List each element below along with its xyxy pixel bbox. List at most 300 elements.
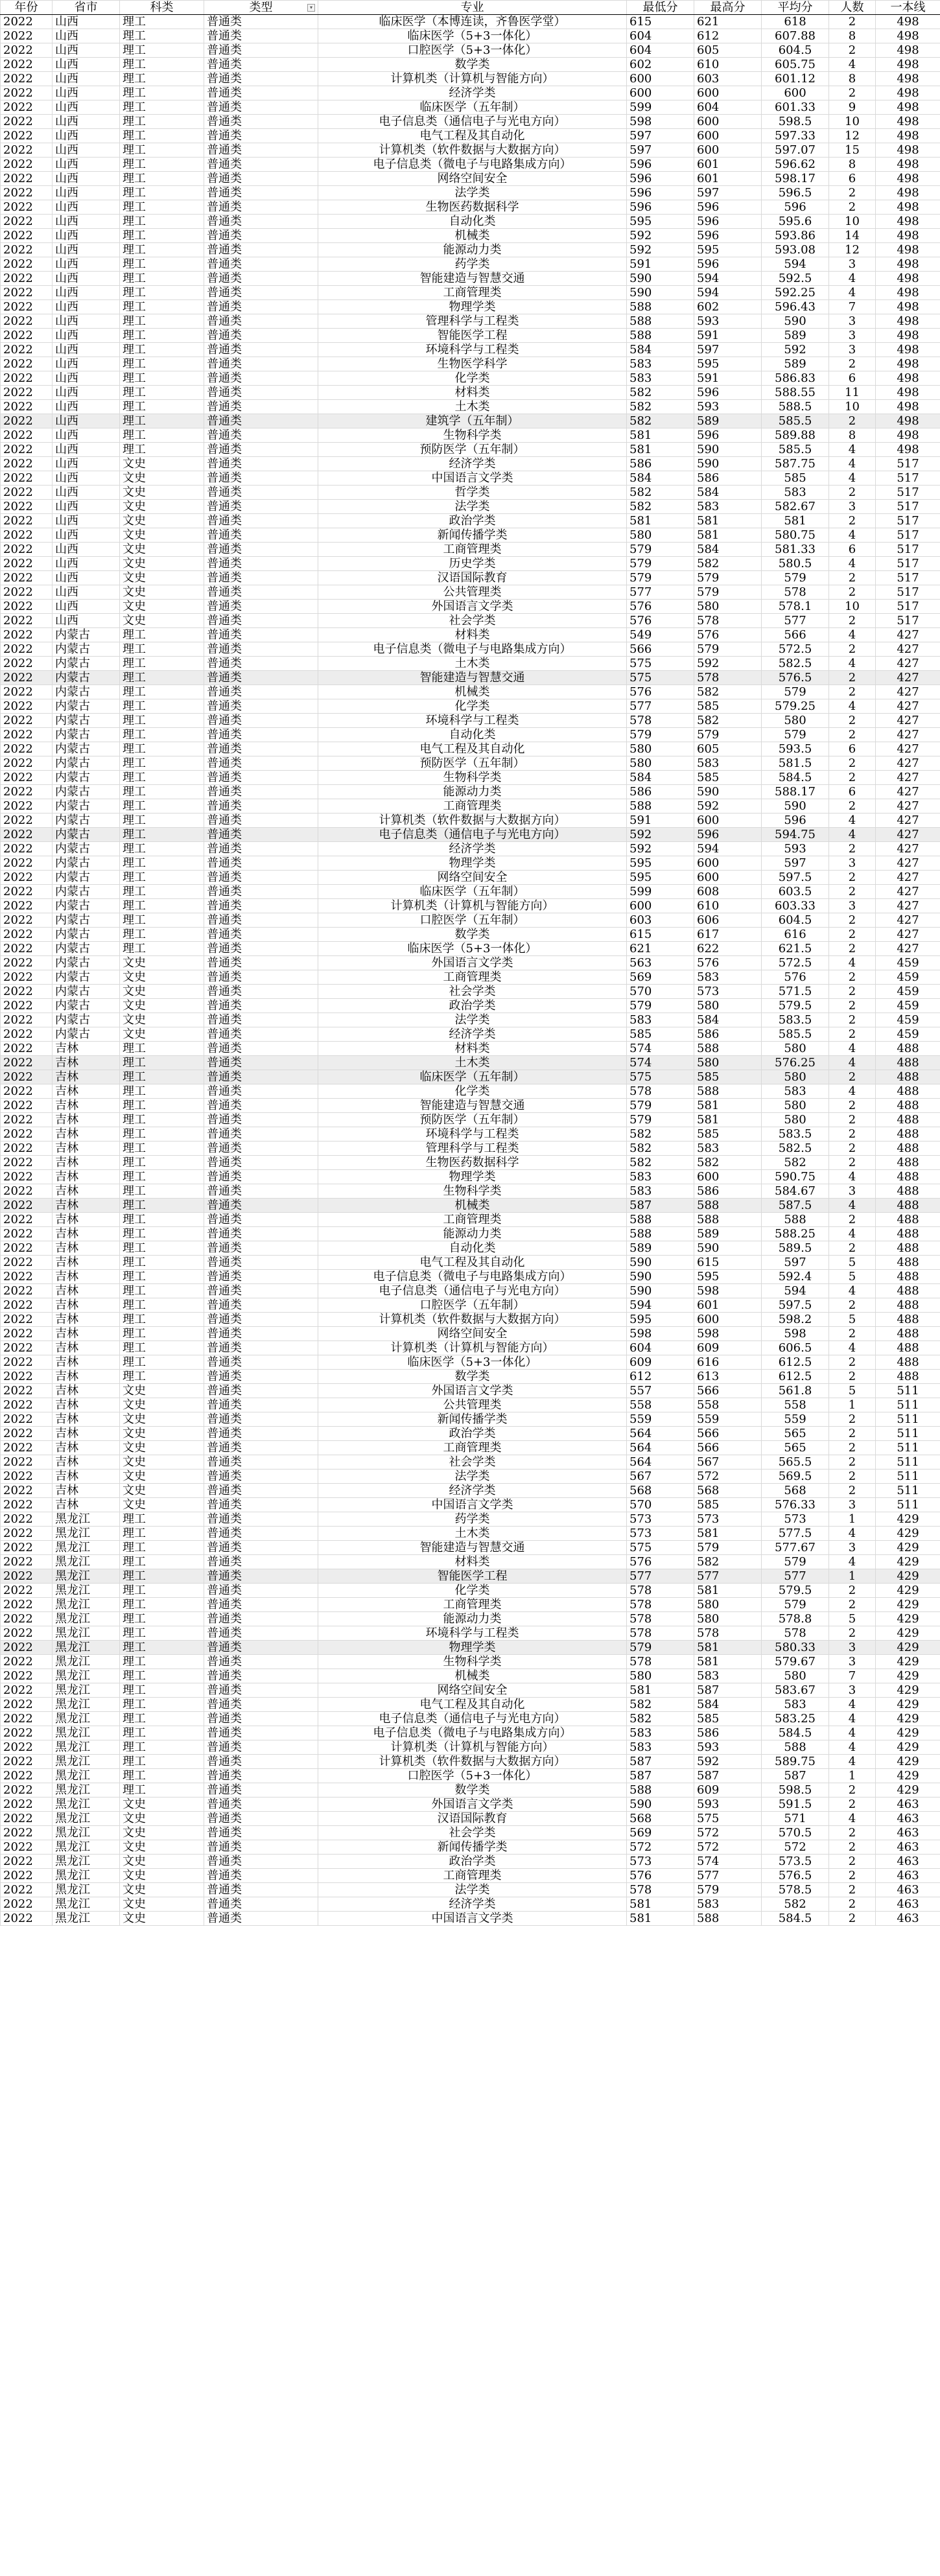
table-row <box>1 1170 940 1184</box>
cell-type: 普通类 <box>204 414 318 428</box>
cell-avg-score: 596.5 <box>762 186 829 200</box>
cell-year: 2022 <box>1 871 53 885</box>
cell-tier-line: 429 <box>876 1740 940 1755</box>
cell-year: 2022 <box>1 899 53 913</box>
cell-subject: 理工 <box>120 885 204 899</box>
filter-dropdown-icon[interactable]: ▾ <box>307 4 315 12</box>
cell-tier-line: 427 <box>876 771 940 785</box>
table-row <box>1 799 940 814</box>
cell-type: 普通类 <box>204 1812 318 1826</box>
cell-count: 4 <box>829 1555 876 1569</box>
cell-tier-line: 488 <box>876 1099 940 1113</box>
cell-major: 生物科学类 <box>318 428 627 443</box>
cell-avg-score: 578.1 <box>762 600 829 614</box>
header-subject: 科类 <box>120 1 204 15</box>
cell-major: 化学类 <box>318 1584 627 1598</box>
cell-avg-score: 579.25 <box>762 699 829 714</box>
table-row <box>1 143 940 158</box>
cell-tier-line: 498 <box>876 300 940 314</box>
cell-min-score: 590 <box>627 1256 694 1270</box>
cell-subject: 文史 <box>120 1412 204 1427</box>
cell-subject: 文史 <box>120 557 204 571</box>
cell-avg-score: 579.67 <box>762 1655 829 1669</box>
cell-min-score: 598 <box>627 115 694 129</box>
table-row <box>1 1070 940 1084</box>
cell-province: 黑龙江 <box>53 1812 120 1826</box>
cell-province: 内蒙古 <box>53 1013 120 1027</box>
table-row <box>1 1641 940 1655</box>
cell-major: 中国语言文学类 <box>318 1912 627 1926</box>
cell-major: 社会学类 <box>318 1455 627 1469</box>
cell-min-score: 579 <box>627 543 694 557</box>
header-type[interactable] <box>204 1 318 15</box>
cell-avg-score: 601.12 <box>762 72 829 86</box>
cell-tier-line: 511 <box>876 1412 940 1427</box>
cell-province: 黑龙江 <box>53 1740 120 1755</box>
cell-major: 电子信息类（通信电子与光电方向） <box>318 115 627 129</box>
table-row <box>1 585 940 600</box>
cell-major: 机械类 <box>318 1199 627 1213</box>
cell-tier-line: 429 <box>876 1555 940 1569</box>
cell-avg-score: 606.5 <box>762 1341 829 1355</box>
cell-max-score: 594 <box>694 842 762 856</box>
cell-major: 土木类 <box>318 400 627 414</box>
cell-major: 外国语言文学类 <box>318 600 627 614</box>
cell-year: 2022 <box>1 1042 53 1056</box>
cell-min-score: 615 <box>627 928 694 942</box>
cell-count: 4 <box>829 1199 876 1213</box>
cell-year: 2022 <box>1 1783 53 1797</box>
cell-major: 电子信息类（微电子与电路集成方向） <box>318 642 627 657</box>
cell-province: 吉林 <box>53 1170 120 1184</box>
cell-year: 2022 <box>1 985 53 999</box>
cell-type: 普通类 <box>204 899 318 913</box>
cell-year: 2022 <box>1 1726 53 1740</box>
cell-year: 2022 <box>1 1897 53 1912</box>
table-row <box>1 514 940 528</box>
table-row <box>1 215 940 229</box>
cell-count: 2 <box>829 928 876 942</box>
table-row <box>1 985 940 999</box>
cell-subject: 理工 <box>120 1669 204 1683</box>
cell-major: 管理科学与工程类 <box>318 1142 627 1156</box>
cell-year: 2022 <box>1 756 53 771</box>
cell-province: 山西 <box>53 486 120 500</box>
cell-min-score: 591 <box>627 814 694 828</box>
cell-tier-line: 488 <box>876 1142 940 1156</box>
cell-tier-line: 427 <box>876 657 940 671</box>
cell-major: 生物医药数据科学 <box>318 200 627 215</box>
cell-max-score: 592 <box>694 799 762 814</box>
cell-min-score: 578 <box>627 1598 694 1612</box>
cell-count: 8 <box>829 428 876 443</box>
cell-min-score: 590 <box>627 272 694 286</box>
table-row <box>1 543 940 557</box>
cell-max-score: 596 <box>694 257 762 272</box>
cell-province: 山西 <box>53 257 120 272</box>
cell-province: 山西 <box>53 15 120 29</box>
cell-province: 吉林 <box>53 1113 120 1127</box>
cell-major: 临床医学（5+3一体化） <box>318 1355 627 1370</box>
cell-major: 法学类 <box>318 1013 627 1027</box>
cell-year: 2022 <box>1 1569 53 1584</box>
cell-count: 4 <box>829 1755 876 1769</box>
table-row <box>1 714 940 728</box>
cell-tier-line: 517 <box>876 571 940 585</box>
cell-subject: 文史 <box>120 600 204 614</box>
cell-year: 2022 <box>1 1227 53 1241</box>
table-row <box>1 913 940 928</box>
cell-max-score: 600 <box>694 86 762 100</box>
cell-type: 普通类 <box>204 500 318 514</box>
cell-min-score: 570 <box>627 1498 694 1512</box>
cell-avg-score: 588 <box>762 1213 829 1227</box>
cell-year: 2022 <box>1 186 53 200</box>
cell-count: 4 <box>829 1527 876 1541</box>
cell-province: 山西 <box>53 43 120 58</box>
cell-avg-score: 572.5 <box>762 956 829 970</box>
cell-province: 黑龙江 <box>53 1512 120 1527</box>
cell-avg-score: 584.5 <box>762 771 829 785</box>
cell-count: 5 <box>829 1313 876 1327</box>
cell-type: 普通类 <box>204 742 318 756</box>
cell-min-score: 578 <box>627 1084 694 1099</box>
cell-year: 2022 <box>1 1626 53 1641</box>
table-row <box>1 414 940 428</box>
cell-min-score: 596 <box>627 172 694 186</box>
cell-major: 电气工程及其自动化 <box>318 129 627 143</box>
cell-province: 山西 <box>53 600 120 614</box>
cell-province: 山西 <box>53 100 120 115</box>
cell-subject: 理工 <box>120 799 204 814</box>
cell-tier-line: 488 <box>876 1256 940 1270</box>
cell-tier-line: 488 <box>876 1170 940 1184</box>
cell-subject: 文史 <box>120 500 204 514</box>
cell-min-score: 584 <box>627 343 694 357</box>
cell-avg-score: 576.5 <box>762 671 829 685</box>
cell-type: 普通类 <box>204 1412 318 1427</box>
cell-count: 2 <box>829 1869 876 1883</box>
cell-avg-score: 582 <box>762 1156 829 1170</box>
cell-province: 内蒙古 <box>53 942 120 956</box>
cell-type: 普通类 <box>204 1027 318 1042</box>
cell-subject: 文史 <box>120 1027 204 1042</box>
cell-tier-line: 488 <box>876 1199 940 1213</box>
cell-tier-line: 463 <box>876 1812 940 1826</box>
cell-subject: 理工 <box>120 1084 204 1099</box>
cell-tier-line: 429 <box>876 1726 940 1740</box>
cell-avg-score: 621.5 <box>762 942 829 956</box>
cell-subject: 理工 <box>120 714 204 728</box>
cell-max-score: 578 <box>694 614 762 628</box>
cell-year: 2022 <box>1 257 53 272</box>
cell-province: 吉林 <box>53 1270 120 1284</box>
cell-min-score: 559 <box>627 1412 694 1427</box>
cell-tier-line: 498 <box>876 158 940 172</box>
cell-max-score: 593 <box>694 1740 762 1755</box>
cell-tier-line: 429 <box>876 1669 940 1683</box>
cell-province: 吉林 <box>53 1298 120 1313</box>
cell-avg-score: 585 <box>762 471 829 486</box>
table-row <box>1 443 940 457</box>
cell-type: 普通类 <box>204 1826 318 1840</box>
table-row <box>1 1541 940 1555</box>
cell-subject: 理工 <box>120 1170 204 1184</box>
cell-tier-line: 427 <box>876 642 940 657</box>
cell-tier-line: 498 <box>876 272 940 286</box>
cell-year: 2022 <box>1 1598 53 1612</box>
cell-max-score: 589 <box>694 1227 762 1241</box>
cell-province: 黑龙江 <box>53 1698 120 1712</box>
table-row <box>1 500 940 514</box>
cell-count: 4 <box>829 1227 876 1241</box>
cell-year: 2022 <box>1 1070 53 1084</box>
cell-avg-score: 583.5 <box>762 1013 829 1027</box>
cell-tier-line: 463 <box>876 1883 940 1897</box>
cell-major: 经济学类 <box>318 842 627 856</box>
cell-major: 经济学类 <box>318 1484 627 1498</box>
cell-tier-line: 488 <box>876 1270 940 1284</box>
cell-avg-score: 579 <box>762 571 829 585</box>
cell-subject: 理工 <box>120 1127 204 1142</box>
cell-major: 计算机类（计算机与智能方向） <box>318 1740 627 1755</box>
cell-type: 普通类 <box>204 371 318 386</box>
cell-type: 普通类 <box>204 443 318 457</box>
table-row <box>1 1897 940 1912</box>
cell-min-score: 600 <box>627 86 694 100</box>
cell-tier-line: 459 <box>876 956 940 970</box>
cell-max-score: 584 <box>694 1013 762 1027</box>
cell-min-score: 591 <box>627 257 694 272</box>
cell-tier-line: 488 <box>876 1327 940 1341</box>
cell-year: 2022 <box>1 1869 53 1883</box>
cell-major: 汉语国际教育 <box>318 1812 627 1826</box>
cell-min-score: 582 <box>627 386 694 400</box>
cell-count: 2 <box>829 771 876 785</box>
cell-type: 普通类 <box>204 1555 318 1569</box>
cell-year: 2022 <box>1 1298 53 1313</box>
cell-min-score: 580 <box>627 528 694 543</box>
cell-year: 2022 <box>1 956 53 970</box>
table-row <box>1 1241 940 1256</box>
cell-province: 山西 <box>53 286 120 300</box>
cell-count: 2 <box>829 1013 876 1027</box>
cell-major: 智能建造与智慧交通 <box>318 272 627 286</box>
cell-min-score: 567 <box>627 1469 694 1484</box>
cell-avg-score: 576 <box>762 970 829 985</box>
cell-tier-line: 517 <box>876 471 940 486</box>
cell-type: 普通类 <box>204 1156 318 1170</box>
cell-avg-score: 604.5 <box>762 43 829 58</box>
cell-province: 山西 <box>53 514 120 528</box>
cell-province: 吉林 <box>53 1227 120 1241</box>
cell-avg-score: 572.5 <box>762 642 829 657</box>
cell-min-score: 594 <box>627 1298 694 1313</box>
cell-count: 2 <box>829 1455 876 1469</box>
cell-min-score: 582 <box>627 1156 694 1170</box>
cell-max-score: 583 <box>694 1669 762 1683</box>
cell-year: 2022 <box>1 657 53 671</box>
cell-year: 2022 <box>1 500 53 514</box>
cell-province: 山西 <box>53 186 120 200</box>
cell-avg-score: 580 <box>762 1669 829 1683</box>
cell-subject: 理工 <box>120 1327 204 1341</box>
cell-tier-line: 463 <box>876 1826 940 1840</box>
table-row <box>1 1669 940 1683</box>
cell-year: 2022 <box>1 471 53 486</box>
cell-year: 2022 <box>1 229 53 243</box>
cell-min-score: 579 <box>627 999 694 1013</box>
cell-min-score: 577 <box>627 1569 694 1584</box>
cell-avg-score: 589 <box>762 329 829 343</box>
table-row <box>1 814 940 828</box>
table-row <box>1 1427 940 1441</box>
cell-count: 2 <box>829 1156 876 1170</box>
cell-tier-line: 429 <box>876 1541 940 1555</box>
cell-subject: 理工 <box>120 1256 204 1270</box>
cell-year: 2022 <box>1 1769 53 1783</box>
cell-tier-line: 498 <box>876 329 940 343</box>
cell-max-score: 585 <box>694 1127 762 1142</box>
cell-subject: 文史 <box>120 999 204 1013</box>
table-row <box>1 1213 940 1227</box>
cell-type: 普通类 <box>204 86 318 100</box>
table-row <box>1 871 940 885</box>
cell-major: 环境科学与工程类 <box>318 1127 627 1142</box>
cell-subject: 理工 <box>120 1270 204 1284</box>
cell-major: 工商管理类 <box>318 1213 627 1227</box>
cell-tier-line: 517 <box>876 514 940 528</box>
cell-type: 普通类 <box>204 471 318 486</box>
cell-province: 内蒙古 <box>53 642 120 657</box>
cell-max-score: 610 <box>694 58 762 72</box>
cell-type: 普通类 <box>204 771 318 785</box>
cell-type: 普通类 <box>204 200 318 215</box>
cell-tier-line: 498 <box>876 172 940 186</box>
cell-count: 4 <box>829 1726 876 1740</box>
cell-type: 普通类 <box>204 999 318 1013</box>
cell-max-score: 596 <box>694 828 762 842</box>
cell-count: 2 <box>829 1370 876 1384</box>
cell-avg-score: 581 <box>762 514 829 528</box>
cell-subject: 理工 <box>120 671 204 685</box>
table-row <box>1 1270 940 1284</box>
cell-year: 2022 <box>1 1355 53 1370</box>
cell-province: 内蒙古 <box>53 913 120 928</box>
cell-type: 普通类 <box>204 229 318 243</box>
table-row <box>1 1042 940 1056</box>
cell-year: 2022 <box>1 1797 53 1812</box>
cell-subject: 理工 <box>120 414 204 428</box>
table-row <box>1 1598 940 1612</box>
cell-count: 3 <box>829 1655 876 1669</box>
cell-max-score: 616 <box>694 1355 762 1370</box>
cell-min-score: 604 <box>627 29 694 43</box>
cell-min-score: 597 <box>627 129 694 143</box>
cell-min-score: 579 <box>627 571 694 585</box>
cell-count: 4 <box>829 657 876 671</box>
cell-max-score: 579 <box>694 1883 762 1897</box>
cell-max-score: 581 <box>694 528 762 543</box>
cell-tier-line: 488 <box>876 1184 940 1199</box>
cell-province: 吉林 <box>53 1370 120 1384</box>
cell-min-score: 588 <box>627 314 694 329</box>
cell-province: 山西 <box>53 386 120 400</box>
cell-major: 环境科学与工程类 <box>318 714 627 728</box>
cell-major: 哲学类 <box>318 486 627 500</box>
cell-year: 2022 <box>1 671 53 685</box>
cell-province: 黑龙江 <box>53 1840 120 1855</box>
cell-tier-line: 429 <box>876 1527 940 1541</box>
cell-min-score: 576 <box>627 1555 694 1569</box>
table-row <box>1 1655 940 1669</box>
cell-major: 历史学类 <box>318 557 627 571</box>
cell-year: 2022 <box>1 1013 53 1027</box>
cell-year: 2022 <box>1 714 53 728</box>
cell-count: 2 <box>829 728 876 742</box>
cell-province: 黑龙江 <box>53 1769 120 1783</box>
cell-tier-line: 429 <box>876 1655 940 1669</box>
table-row <box>1 1127 940 1142</box>
cell-max-score: 581 <box>694 1584 762 1598</box>
cell-type: 普通类 <box>204 386 318 400</box>
cell-year: 2022 <box>1 1484 53 1498</box>
cell-year: 2022 <box>1 585 53 600</box>
cell-avg-score: 594.75 <box>762 828 829 842</box>
cell-count: 2 <box>829 585 876 600</box>
cell-province: 山西 <box>53 72 120 86</box>
table-row <box>1 1498 940 1512</box>
cell-max-score: 581 <box>694 514 762 528</box>
cell-max-score: 621 <box>694 15 762 29</box>
cell-subject: 文史 <box>120 1013 204 1027</box>
cell-count: 4 <box>829 1712 876 1726</box>
cell-subject: 文史 <box>120 1797 204 1812</box>
cell-year: 2022 <box>1 1912 53 1926</box>
cell-avg-score: 583 <box>762 486 829 500</box>
cell-min-score: 590 <box>627 1797 694 1812</box>
cell-tier-line: 488 <box>876 1355 940 1370</box>
table-row <box>1 742 940 756</box>
cell-avg-score: 583.25 <box>762 1712 829 1726</box>
cell-min-score: 568 <box>627 1812 694 1826</box>
cell-avg-score: 588.5 <box>762 400 829 414</box>
cell-min-score: 586 <box>627 457 694 471</box>
cell-count: 2 <box>829 1584 876 1598</box>
cell-year: 2022 <box>1 999 53 1013</box>
cell-year: 2022 <box>1 1199 53 1213</box>
cell-tier-line: 517 <box>876 528 940 543</box>
cell-type: 普通类 <box>204 657 318 671</box>
cell-province: 内蒙古 <box>53 856 120 871</box>
cell-tier-line: 498 <box>876 43 940 58</box>
table-row <box>1 129 940 143</box>
cell-tier-line: 463 <box>876 1869 940 1883</box>
cell-min-score: 599 <box>627 885 694 899</box>
table-row <box>1 1698 940 1712</box>
cell-major: 生物医药数据科学 <box>318 1156 627 1170</box>
cell-max-score: 583 <box>694 756 762 771</box>
cell-major: 化学类 <box>318 371 627 386</box>
cell-tier-line: 459 <box>876 999 940 1013</box>
cell-avg-score: 581.33 <box>762 543 829 557</box>
cell-count: 3 <box>829 329 876 343</box>
header-count: 人数 <box>829 1 876 15</box>
cell-year: 2022 <box>1 200 53 215</box>
table-row <box>1 1142 940 1156</box>
cell-max-score: 577 <box>694 1869 762 1883</box>
cell-type: 普通类 <box>204 699 318 714</box>
